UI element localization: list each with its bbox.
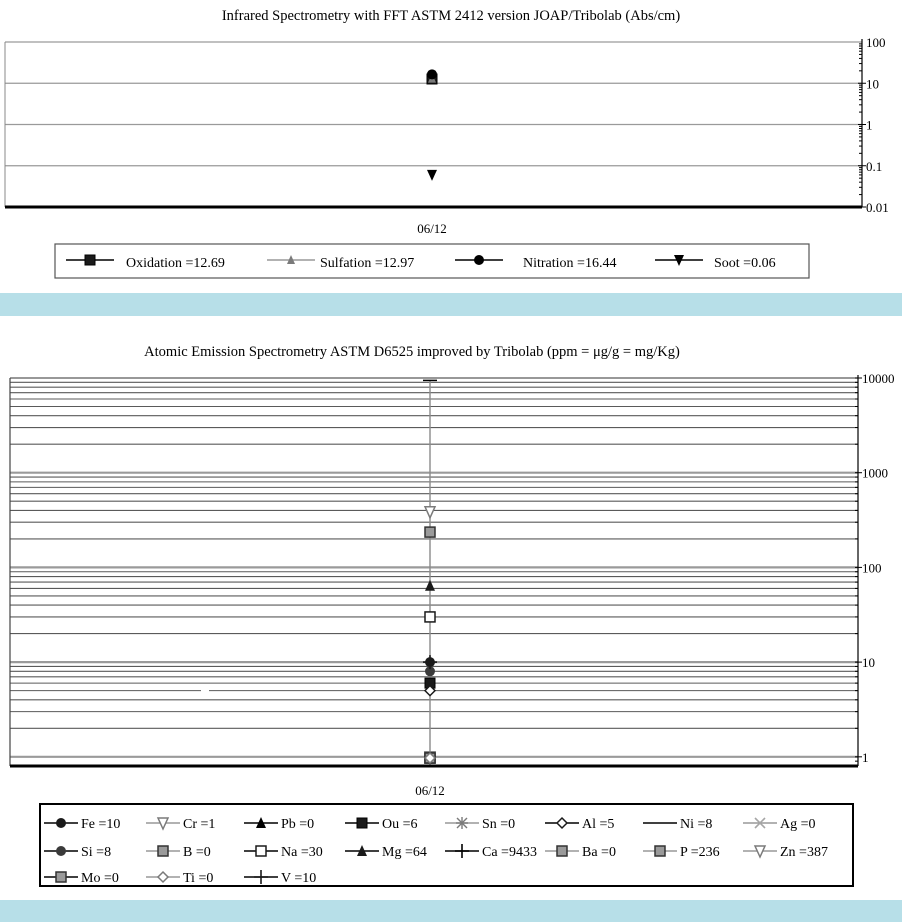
chart1-tick-label: 100	[866, 35, 886, 50]
chart2-tick-label: 10	[862, 655, 875, 671]
chart2-legend-marker-p	[655, 846, 665, 856]
chart2-legend-label: Ca =9433	[482, 845, 537, 860]
chart2-legend-label: V =10	[281, 871, 317, 886]
chart2-tick-label: 100	[862, 560, 882, 576]
chart2-tick-label: 10000	[862, 371, 895, 386]
chart2-legend-marker-na-shape	[256, 846, 266, 856]
chart1-x-label: 06/12	[417, 221, 447, 236]
chart2-legend-label: Ou =6	[382, 817, 418, 832]
chart2-point-mg	[425, 580, 435, 591]
chart2-legend-marker-si-shape	[56, 846, 66, 856]
chart2-legend-marker-mo-shape	[56, 872, 66, 882]
chart1-legend-label: Oxidation =12.69	[126, 256, 225, 271]
chart2-legend-label: Pb =0	[281, 817, 315, 832]
chart1-tick-label: 0.1	[866, 158, 883, 174]
chart2-point-v	[423, 655, 437, 669]
chart2-tick-label: 1000	[862, 465, 888, 481]
chart2-point-na	[425, 612, 435, 622]
chart1-legend-marker-nitration-shape	[474, 255, 484, 265]
chart2-gridline-gap	[201, 689, 209, 693]
chart2-point-p	[425, 527, 435, 537]
chart2-legend-marker-mo	[56, 872, 66, 882]
chart2-legend-marker-sn	[456, 817, 468, 829]
chart2-legend-label: Cr =1	[183, 817, 216, 832]
chart2-legend-label: B =0	[183, 845, 211, 860]
chart2-title: Atomic Emission Spectrometry ASTM D6525 improved by Tribolab (ppm = μg/g = mg/Kg)	[144, 344, 680, 360]
chart1-legend-marker-oxidation	[85, 255, 95, 265]
chart1-legend-marker-oxidation-shape	[85, 255, 95, 265]
chart2-legend-label: Fe =10	[81, 817, 121, 832]
chart1-tick-label: 1	[866, 117, 873, 133]
chart1-legend-label: Soot =0.06	[714, 256, 776, 271]
chart2-legend-marker-b	[158, 846, 168, 856]
chart2-legend-label: Ag =0	[780, 817, 816, 832]
chart2-x-label: 06/12	[415, 783, 445, 798]
chart2-legend-label: Si =8	[81, 845, 112, 860]
chart2-legend-label: Ti =0	[183, 871, 214, 886]
chart2-legend-label: Al =5	[582, 817, 615, 832]
chart2-legend-marker-na	[256, 846, 266, 856]
chart1-title: Infrared Spectrometry with FFT ASTM 2412 version JOAP/Tribolab (Abs/cm)	[221, 8, 681, 24]
chart1-point-nitration-shape	[427, 69, 437, 79]
chart2-point-mg-shape	[425, 580, 435, 591]
chart2-point-zn	[425, 507, 435, 518]
chart2-legend-marker-si	[56, 846, 66, 856]
chart1-point-soot-shape	[427, 170, 437, 181]
chart2-legend-marker-fe	[56, 818, 66, 828]
chart1-tick-label: 0.01	[866, 200, 889, 215]
chart2-legend-label: Zn =387	[780, 845, 828, 860]
chart2-legend-label: Mo =0	[81, 871, 119, 886]
chart2-legend-label: Sn =0	[482, 817, 516, 832]
chart2-legend-marker-ou	[357, 818, 367, 828]
chart2-legend-label: Mg =64	[382, 845, 427, 860]
chart1-tick-label: 10	[866, 76, 879, 92]
chart2-legend-marker-p-shape	[655, 846, 665, 856]
chart1-legend-label: Nitration =16.44	[523, 256, 617, 271]
chart2-legend-marker-ba	[557, 846, 567, 856]
chart1-legend-label: Sulfation =12.97	[320, 256, 415, 271]
chart2-legend-marker-b-shape	[158, 846, 168, 856]
chart1-point-soot	[427, 170, 437, 181]
chart2-point-na-shape	[425, 612, 435, 622]
chart2-legend-label: P =236	[680, 845, 720, 860]
chart1-point-nitration	[427, 69, 437, 79]
chart2-legend-label: Ba =0	[582, 845, 616, 860]
chart2-point-p-shape	[425, 527, 435, 537]
chart1-legend-marker-nitration	[474, 255, 484, 265]
chart2-legend-label: Na =30	[281, 845, 323, 860]
chart2-legend-marker-fe-shape	[56, 818, 66, 828]
chart2-tick-label: 1	[862, 749, 869, 765]
chart2-point-zn-shape	[425, 507, 435, 518]
chart2-legend-label: Ni =8	[680, 817, 713, 832]
chart2-legend-marker-ba-shape	[557, 846, 567, 856]
chart2-legend-marker-ou-shape	[357, 818, 367, 828]
